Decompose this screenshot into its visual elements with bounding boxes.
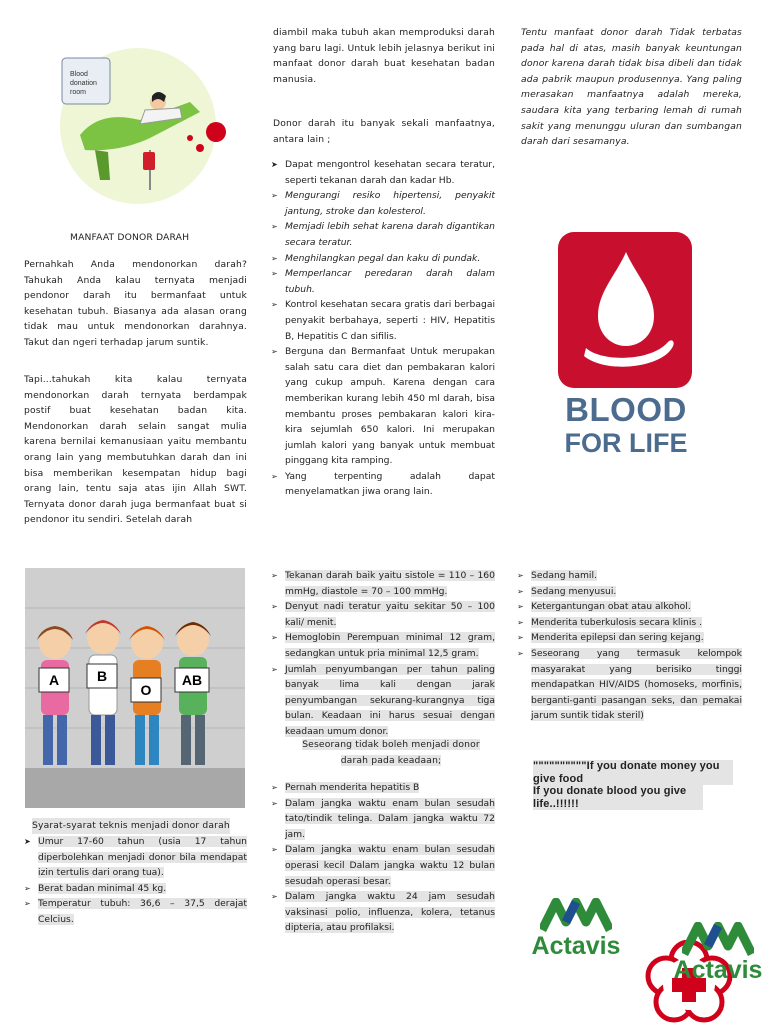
syarat-heading: Syarat-syarat teknis menjadi donor darah	[32, 818, 230, 834]
col1-paragraph-2: Tapi...tahukah kita kalau ternyata mendonorkan darah ternyata berdampak postif buat kesehatan badan kita. Mendonorkan darah selain sangat mulia karena bernilai kemanusiaan yaitu membantu orang lain yang membutuhkan darah dan ini bisa memberikan kesempatan hidup bagi orang lain, tentu saja atas ijin Allah SWT. Ternyata donor darah juga bermanfaat buat si pendonor itu sendiri. Setelah darah	[24, 374, 247, 526]
list-item: ➢ Sedang hamil.	[517, 568, 742, 584]
list-item: ➤ Umur 17-60 tahun (usia 17 tahun diperbolehkan menjadi donor bila mendapat izin tertulis dari orang tua).	[24, 834, 247, 881]
kid-letter-o: O	[140, 682, 152, 698]
list-item: ➢ Temperatur tubuh: 36,6 – 37,5 derajat Celcius.	[24, 896, 247, 927]
list-item: ➢ Jumlah penyumbangan per tahun paling banyak lima kali dengan jarak penyumbangan sekurang-kurangnya tiga bulan. Keadaan ini harus sesuai dengan keadaan umum donor.	[271, 662, 495, 740]
actavis-wordmark-secondary: Actavis	[673, 956, 763, 984]
conditions-list	[517, 568, 742, 724]
list-item: ➢ Dalam jangka waktu enam bulan sesudah operasi kecil Dalam jangka waktu 12 bulan sesudah operasi besar.	[271, 842, 495, 889]
list-item: ➢ Denyut nadi teratur yaitu sekitar 50 – 100 kali/ menit.	[271, 599, 495, 630]
not-allowed-heading: Seseorang tidak boleh menjadi donor darah pada keadaan;	[302, 739, 480, 766]
list-item: ➢ Dalam jangka waktu enam bulan sesudah tato/tindik telinga. Dalam jangka waktu 72 jam.	[271, 796, 495, 843]
col3-paragraph-1: Tentu manfaat donor darah Tidak terbatas pada hal di atas, masih banyak keuntungan donor karena darah tidak bisa dibeli dan tidak ada pabrik maupun produsennya. Yang paling merasakan manfaatnya adalah mereka, saudara kita yang terbaring lemah di rumah sakit yang menunggu uluran dan sumbangan darah dari sesamanya.	[521, 27, 742, 148]
blood-drop-hand-icon	[556, 230, 696, 390]
list-item: ➢ Menderita tuberkulosis secara klinis .	[517, 615, 742, 631]
sign-line-1: Blood	[70, 71, 88, 78]
not-allowed-list	[271, 780, 495, 936]
list-item: ➢ Seseorang yang termasuk kelompok masyarakat yang berisiko tinggi mendapatkan HIV/AIDS (homoseks, morfinis, berganti-ganti pasangan seks, dan pemakai jarum suntik tidak steril)	[517, 646, 742, 724]
list-item: ➤ Dapat mengontrol kesehatan secara teratur, seperti tekanan darah dan kadar Hb.	[271, 157, 495, 188]
list-item: ➢ Memperlancar peredaran darah dalam tubuh.	[271, 266, 495, 297]
actavis-logo-secondary	[668, 922, 768, 986]
logo-line-2: FOR LIFE	[564, 428, 688, 458]
actavis-mark-icon	[540, 898, 612, 932]
list-item: ➢ Berguna dan Bermanfaat Untuk merupakan salah satu cara diet dan pembakaran kalori yang cukup ampuh. Karena dengan cara memberikan kurang lebih 450 ml darah, bisa membantu proses pembakaran kalori kira-kira sejumlah 650 kalori. Ini merupakan jumlah kalori yang banyak untuk membuat pinggang kita ramping.	[271, 344, 495, 469]
list-item: ➢ Dalam jangka waktu 24 jam sesudah vaksinasi polio, influenza, kolera, tetanus dipteria, atau profilaksi.	[271, 889, 495, 936]
list-item: ➢ Menghilangkan pegal dan kaku di pundak.	[271, 251, 495, 267]
benefits-list	[271, 157, 495, 500]
list-item: ➢ Berat badan minimal 45 kg.	[24, 881, 247, 897]
actavis-logo	[526, 898, 626, 962]
list-item: ➢ Yang terpenting adalah dapat menyelamatkan jiwa orang lain.	[271, 469, 495, 500]
actavis-mark-icon	[682, 922, 754, 956]
heading-manfaat: MANFAAT DONOR DARAH	[70, 232, 190, 243]
list-item: ➢ Tekanan darah baik yaitu sistole = 110 – 160 mmHg, diastole = 70 – 100 mmHg.	[271, 568, 495, 599]
list-item: ➢ Memjadi lebih sehat karena darah digantikan secara teratur.	[271, 219, 495, 250]
sign-line-2: donation	[70, 80, 97, 87]
list-item: ➢ Menderita epilepsi dan sering kejang.	[517, 630, 742, 646]
blood-donation-illustration	[40, 40, 240, 205]
col2-paragraph-2: Donor darah itu banyak sekali manfaatnya, antara lain ;	[273, 118, 495, 145]
blood-type-kids-illustration	[25, 568, 245, 808]
list-item: ➢ Pernah menderita hepatitis B	[271, 780, 495, 796]
logo-line-1: BLOOD	[565, 391, 687, 428]
syarat-list	[24, 834, 247, 928]
kid-letter-ab: AB	[181, 672, 203, 688]
kid-letter-b: B	[96, 668, 108, 684]
col2-paragraph-1: diambil maka tubuh akan memproduksi darah yang baru lagi. Untuk lebih jelasnya berikut ini manfaat donor darah buat kesehatan badan manusia.	[273, 27, 495, 85]
quote-line-2: If you donate blood you give life..!!!!!!	[533, 785, 703, 810]
blood-for-life-logo	[556, 230, 696, 462]
col1-paragraph-1: Pernahkah Anda mendonorkan darah? Tahukah Anda kalau ternyata menjadi pendonor darah itu bermanfaat untuk kesehatan tubuh. Biasanya ada alasan orang tidak mau untuk mendonorkan darahnya. Takut dan ngeri terhadap jarum suntik.	[24, 259, 247, 348]
list-item: ➢ Kontrol kesehatan secara gratis dari berbagai penyakit berbahaya, seperti : HIV, Hepatitis B, Hepatitis C dan sifilis.	[271, 297, 495, 344]
sign-line-3: room	[70, 89, 86, 96]
list-item: ➢ Hemoglobin Perempuan minimal 12 gram, sedangkan untuk pria minimal 12,5 gram.	[271, 630, 495, 661]
list-item: ➢ Sedang menyusui.	[517, 584, 742, 600]
actavis-wordmark: Actavis	[531, 932, 621, 960]
kid-letter-a: A	[48, 672, 60, 688]
list-item: ➢ Ketergantungan obat atau alkohol.	[517, 599, 742, 615]
list-item: ➢ Mengurangi resiko hipertensi, penyakit jantung, stroke dan kolesterol.	[271, 188, 495, 219]
requirements-list	[271, 568, 495, 740]
quote-line-1: """"""""""If you donate money you give food	[533, 760, 733, 785]
